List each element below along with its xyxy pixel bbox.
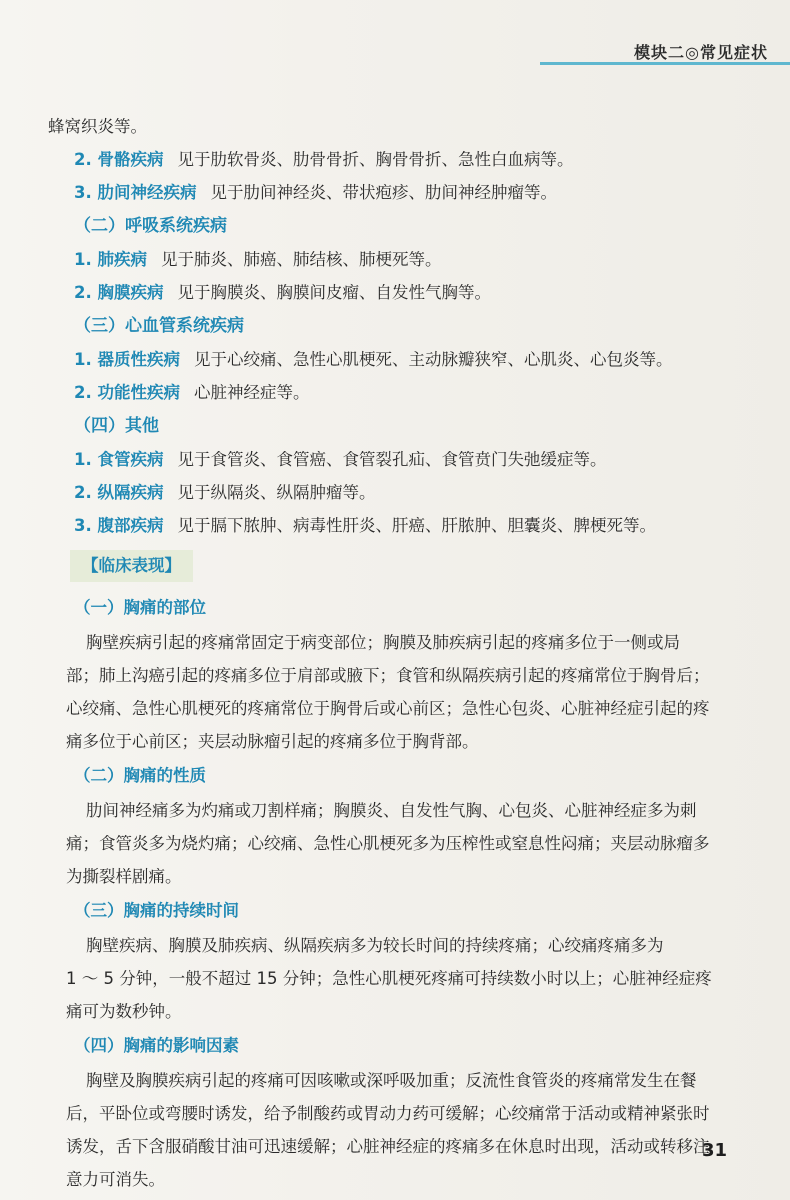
paragraph-line: 部；肺上沟癌引起的疼痛多位于肩部或腋下；食管和纵隔疾病引起的疼痛常位于胸骨后； — [66, 666, 710, 685]
paragraph-line: 胸壁疾病引起的疼痛常固定于病变部位；胸膜及肺疾病引起的疼痛多位于一侧或局 — [86, 633, 680, 652]
running-header-title: 模块二◎常见症状 — [634, 43, 768, 62]
item-title: 2. 功能性疾病 — [74, 383, 180, 402]
item-text: 见于肺炎、肺癌、肺结核、肺梗死等。 — [161, 250, 442, 269]
item-text: 见于心绞痛、急性心肌梗死、主动脉瓣狭窄、心肌炎、心包炎等。 — [194, 350, 673, 369]
paragraph-line: 胸壁疾病、胸膜及肺疾病、纵隔疾病多为较长时间的持续疼痛；心绞痛疼痛多为 — [86, 936, 664, 955]
paragraph-line: 痛可为数秒钟。 — [66, 1002, 182, 1021]
list-item — [48, 243, 728, 276]
item-title: 1. 肺疾病 — [74, 250, 147, 269]
item-text: 见于膈下脓肿、病毒性肝炎、肝癌、肝脓肿、胆囊炎、脾梗死等。 — [177, 516, 656, 535]
item-text: 见于纵隔炎、纵隔肿瘤等。 — [177, 483, 376, 502]
paragraph — [48, 794, 728, 893]
list-item — [48, 143, 728, 176]
paragraph-line: 为撕裂样剧痛。 — [66, 867, 182, 886]
intro-text: 蜂窝织炎等。 — [48, 117, 147, 136]
subsection-heading: （四）胸痛的影响因素 — [74, 1036, 239, 1055]
list-item — [48, 176, 728, 209]
header-rule — [540, 62, 790, 65]
paragraph-line: 1 ～ 5 分钟，一般不超过 15 分钟；急性心肌梗死疼痛可持续数小时以上；心脏神经症疼 — [66, 969, 712, 988]
paragraph-line: 痛；食管炎多为烧灼痛；心绞痛、急性心肌梗死多为压榨性或窒息性闷痛；夹层动脉瘤多 — [66, 834, 710, 853]
subsection-heading: （二）胸痛的性质 — [74, 766, 206, 785]
running-header — [540, 36, 790, 62]
paragraph-line: 诱发，舌下含服硝酸甘油可迅速缓解；心脏神经症的疼痛多在休息时出现，活动或转移注 — [66, 1137, 710, 1156]
paragraph — [48, 626, 728, 758]
item-title: 1. 食管疾病 — [74, 450, 164, 469]
list-item — [48, 476, 728, 509]
list-item — [48, 343, 728, 376]
item-title: 3. 腹部疾病 — [74, 516, 164, 535]
item-text: 见于肋间神经炎、带状疱疹、肋间神经肿瘤等。 — [210, 183, 557, 202]
list-item — [48, 276, 728, 309]
paragraph — [48, 929, 728, 1028]
item-title: 2. 骨骼疾病 — [74, 150, 164, 169]
item-text: 见于食管炎、食管癌、食管裂孔疝、食管贲门失弛缓症等。 — [177, 450, 607, 469]
paragraph-line: 后，平卧位或弯腰时诱发，给予制酸药或胃动力药可缓解；心绞痛常于活动或精神紧张时 — [66, 1104, 710, 1123]
paragraph-line: 胸壁及胸膜疾病引起的疼痛可因咳嗽或深呼吸加重；反流性食管炎的疼痛常发生在餐 — [86, 1071, 697, 1090]
paragraph-line: 意力可消失。 — [66, 1170, 165, 1189]
item-title: 1. 器质性疾病 — [74, 350, 180, 369]
list-item — [48, 509, 728, 542]
clinical-heading: 【临床表现】 — [70, 550, 193, 582]
page-number: 31 — [702, 1140, 728, 1161]
paragraph — [48, 1064, 728, 1196]
paragraph-line: 肋间神经痛多为灼痛或刀割样痛；胸膜炎、自发性气胸、心包炎、心脏神经症多为刺 — [86, 801, 697, 820]
item-text: 见于肋软骨炎、肋骨骨折、胸骨骨折、急性白血病等。 — [177, 150, 574, 169]
section-heading: （三）心血管系统疾病 — [74, 316, 244, 336]
list-item — [48, 443, 728, 476]
section-heading: （四）其他 — [74, 416, 159, 436]
paragraph-line: 心绞痛、急性心肌梗死的疼痛常位于胸骨后或心前区；急性心包炎、心脏神经症引起的疼 — [66, 699, 710, 718]
item-title: 2. 纵隔疾病 — [74, 483, 164, 502]
item-title: 2. 胸膜疾病 — [74, 283, 164, 302]
list-item — [48, 376, 728, 409]
subsection-heading: （一）胸痛的部位 — [74, 598, 206, 617]
item-text: 心脏神经症等。 — [194, 383, 310, 402]
paragraph-line: 痛多位于心前区；夹层动脉瘤引起的疼痛多位于胸背部。 — [66, 732, 479, 751]
page-content — [48, 110, 728, 1196]
item-text: 见于胸膜炎、胸膜间皮瘤、自发性气胸等。 — [177, 283, 491, 302]
item-title: 3. 肋间神经疾病 — [74, 183, 197, 202]
section-heading: （二）呼吸系统疾病 — [74, 216, 227, 236]
subsection-heading: （三）胸痛的持续时间 — [74, 901, 239, 920]
